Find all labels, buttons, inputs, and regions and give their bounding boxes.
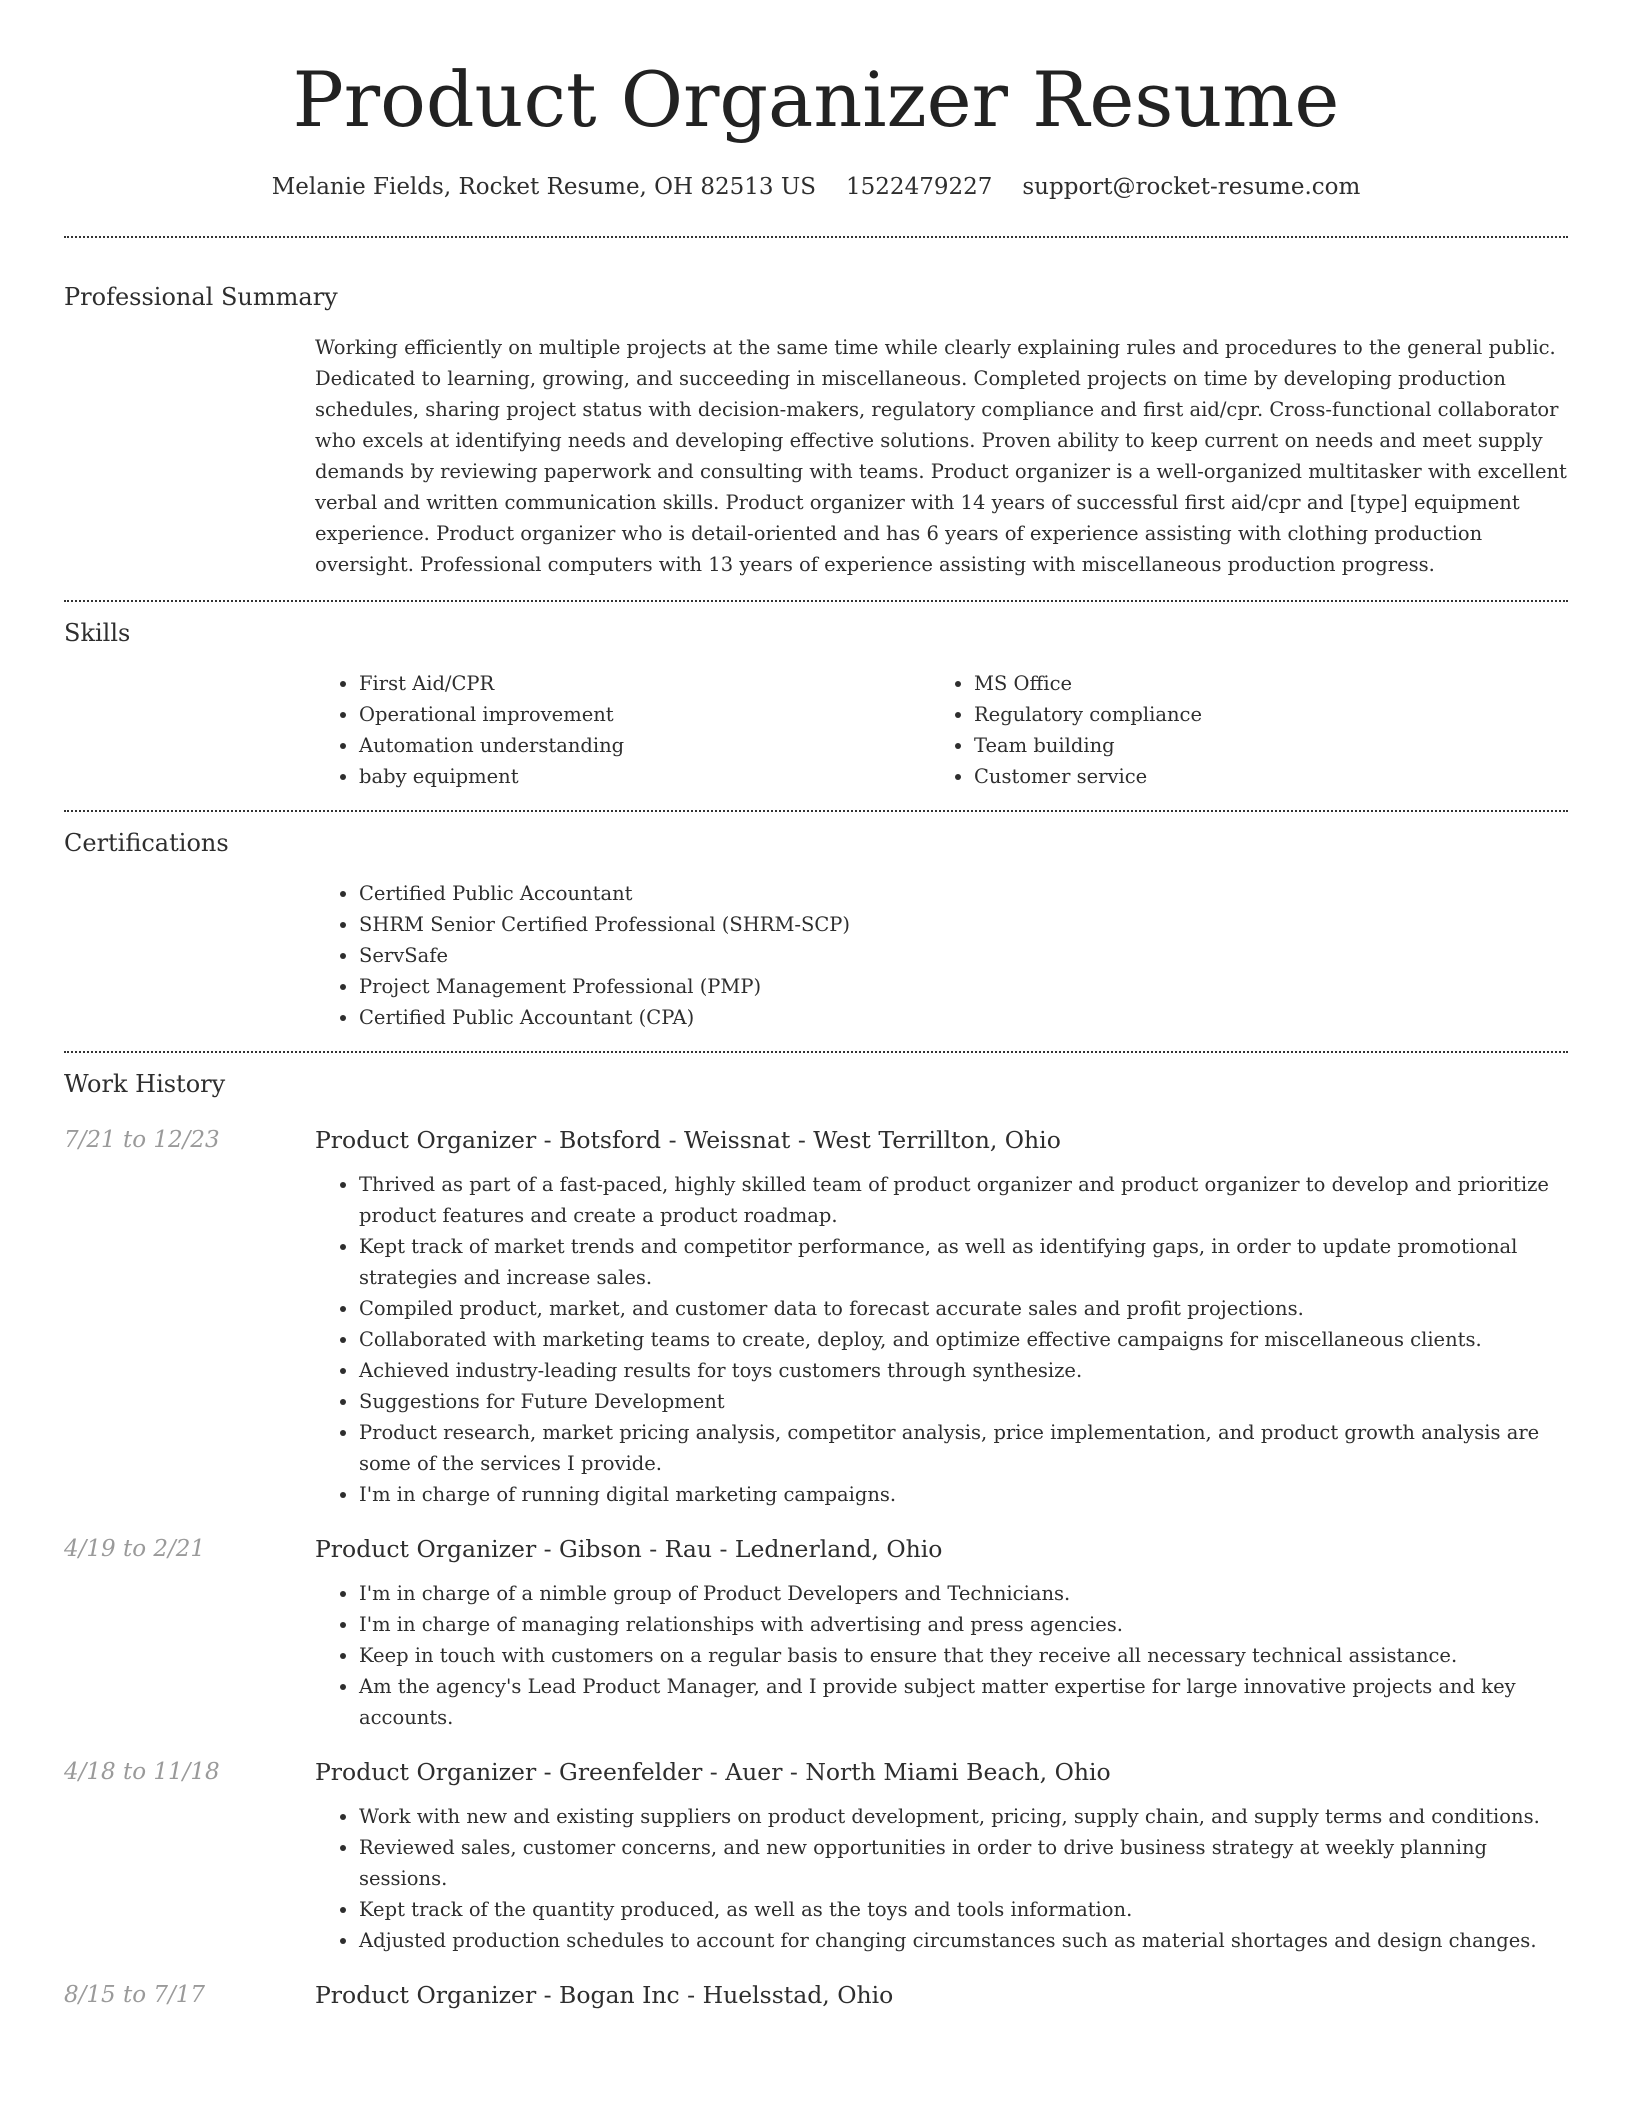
contact-line — [64, 172, 1568, 202]
job-bullet: • Adjusted production schedules to account for changing circumstances such as material shortages and design changes. — [359, 1925, 1568, 1956]
skills-grid — [315, 668, 1568, 792]
work-history-heading: Work History — [64, 1070, 226, 1098]
job-body — [315, 1534, 1568, 1733]
job-body — [315, 1125, 1568, 1510]
certifications-heading: Certifications — [64, 829, 229, 857]
skill-item: • Automation understanding — [359, 730, 930, 761]
job-body — [315, 1757, 1568, 1956]
job-bullet: • Suggestions for Future Development — [359, 1386, 1568, 1417]
job-bullets — [315, 1169, 1568, 1510]
certifications-section — [64, 828, 1568, 1033]
job-bullet: • Collaborated with marketing teams to create, deploy, and optimize effective campaigns for miscellaneous clients. — [359, 1324, 1568, 1355]
job-title: Product Organizer - Bogan Inc - Huelsstad, Ohio — [315, 1981, 894, 2009]
contact-email: support@rocket-resume.com — [1022, 174, 1361, 200]
skill-item: • MS Office — [974, 668, 1545, 699]
job-dates: 8/15 to 7/17 — [64, 1982, 206, 2008]
job-dates: 4/19 to 2/21 — [64, 1536, 206, 1562]
skill-item: • Regulatory compliance — [974, 699, 1545, 730]
job-entry — [64, 1980, 1568, 2024]
contact-phone: 1522479227 — [846, 174, 993, 200]
job-bullet: • Thrived as part of a fast-paced, highly skilled team of product organizer and product organizer to develop and prioritize product features and create a product roadmap. — [359, 1169, 1568, 1231]
job-bullet: • Reviewed sales, customer concerns, and new opportunities in order to drive business strategy at weekly planning sessions. — [359, 1832, 1568, 1894]
job-bullet: • Keep in touch with customers on a regular basis to ensure that they receive all necessary technical assistance. — [359, 1640, 1568, 1671]
certification-item: • SHRM Senior Certified Professional (SHRM-SCP) — [359, 909, 1568, 940]
summary-section — [64, 282, 1568, 580]
job-bullet: • Work with new and existing suppliers on product development, pricing, supply chain, and supply terms and conditions. — [359, 1801, 1568, 1832]
job-bullet: • Kept track of the quantity produced, as well as the toys and tools information. — [359, 1894, 1568, 1925]
skills-heading: Skills — [64, 619, 131, 647]
divider — [64, 236, 1568, 238]
certification-item: • Certified Public Accountant (CPA) — [359, 1002, 1568, 1033]
work-history-section — [64, 1069, 1568, 2024]
contact-address: Melanie Fields, Rocket Resume, OH 82513 US — [271, 174, 817, 200]
job-entry — [64, 1757, 1568, 1956]
job-bullet: • Achieved industry-leading results for toys customers through synthesize. — [359, 1355, 1568, 1386]
job-bullet: • Compiled product, market, and customer data to forecast accurate sales and profit projections. — [359, 1293, 1568, 1324]
job-bullet: • I'm in charge of a nimble group of Product Developers and Technicians. — [359, 1578, 1568, 1609]
skill-item: • Team building — [974, 730, 1545, 761]
job-bullet: • Am the agency's Lead Product Manager, and I provide subject matter expertise for large innovative projects and key accounts. — [359, 1671, 1568, 1733]
job-dates: 4/18 to 11/18 — [64, 1759, 220, 1785]
job-bullet: • I'm in charge of running digital marketing campaigns. — [359, 1479, 1568, 1510]
skill-item: • Operational improvement — [359, 699, 930, 730]
skill-item: • Customer service — [974, 761, 1545, 792]
resume-page — [64, 0, 1568, 2024]
job-bullet: • Product research, market pricing analysis, competitor analysis, price implementation, and product growth analysis are some of the services I provide. — [359, 1417, 1568, 1479]
skills-column-left — [315, 668, 930, 792]
job-bullets — [315, 1578, 1568, 1733]
job-title: Product Organizer - Botsford - Weissnat - West Terrillton, Ohio — [315, 1126, 1061, 1154]
divider — [64, 1051, 1568, 1053]
job-bullet: • Kept track of market trends and competitor performance, as well as identifying gaps, in order to update promotional strategies and increase sales. — [359, 1231, 1568, 1293]
skill-item: • baby equipment — [359, 761, 930, 792]
skill-item: • First Aid/CPR — [359, 668, 930, 699]
certifications-list — [315, 878, 1568, 1033]
job-body — [315, 1980, 1568, 2024]
job-title: Product Organizer - Greenfelder - Auer - North Miami Beach, Ohio — [315, 1758, 1111, 1786]
job-entry — [64, 1534, 1568, 1733]
summary-text: Working efficiently on multiple projects at the same time while clearly explaining rules and procedures to the general public. Dedicated to learning, growing, and succeeding in miscellaneous. Completed projects on time by developing production schedules, sharing project status with decision-makers, regulatory compliance and first aid/cpr. Cross-functional collaborator who excels at identifying needs and developing effective solutions. Proven ability to keep current on needs and meet supply demands by reviewing paperwork and consulting with teams. Product organizer is a well-organized multitasker with excellent verbal and written communication skills. Product organizer with 14 years of successful first aid/cpr and [type] equipment experience. Product organizer who is detail-oriented and has 6 years of experience assisting with clothing production oversight. Professional computers with 13 years of experience assisting with miscellaneous production progress. — [315, 336, 1567, 576]
certification-item: • Project Management Professional (PMP) — [359, 971, 1568, 1002]
job-entry — [64, 1125, 1568, 1510]
job-dates: 7/21 to 12/23 — [64, 1127, 220, 1153]
certification-item: • Certified Public Accountant — [359, 878, 1568, 909]
divider — [64, 810, 1568, 812]
certification-item: • ServSafe — [359, 940, 1568, 971]
skills-section — [64, 618, 1568, 792]
summary-heading: Professional Summary — [64, 283, 338, 311]
divider — [64, 600, 1568, 602]
job-bullet: • I'm in charge of managing relationships with advertising and press agencies. — [359, 1609, 1568, 1640]
job-list — [64, 1125, 1568, 2024]
resume-title: Product Organizer Resume — [292, 55, 1340, 144]
job-title: Product Organizer - Gibson - Rau - Lednerland, Ohio — [315, 1535, 943, 1563]
job-bullets — [315, 1801, 1568, 1956]
skills-column-right — [930, 668, 1545, 792]
